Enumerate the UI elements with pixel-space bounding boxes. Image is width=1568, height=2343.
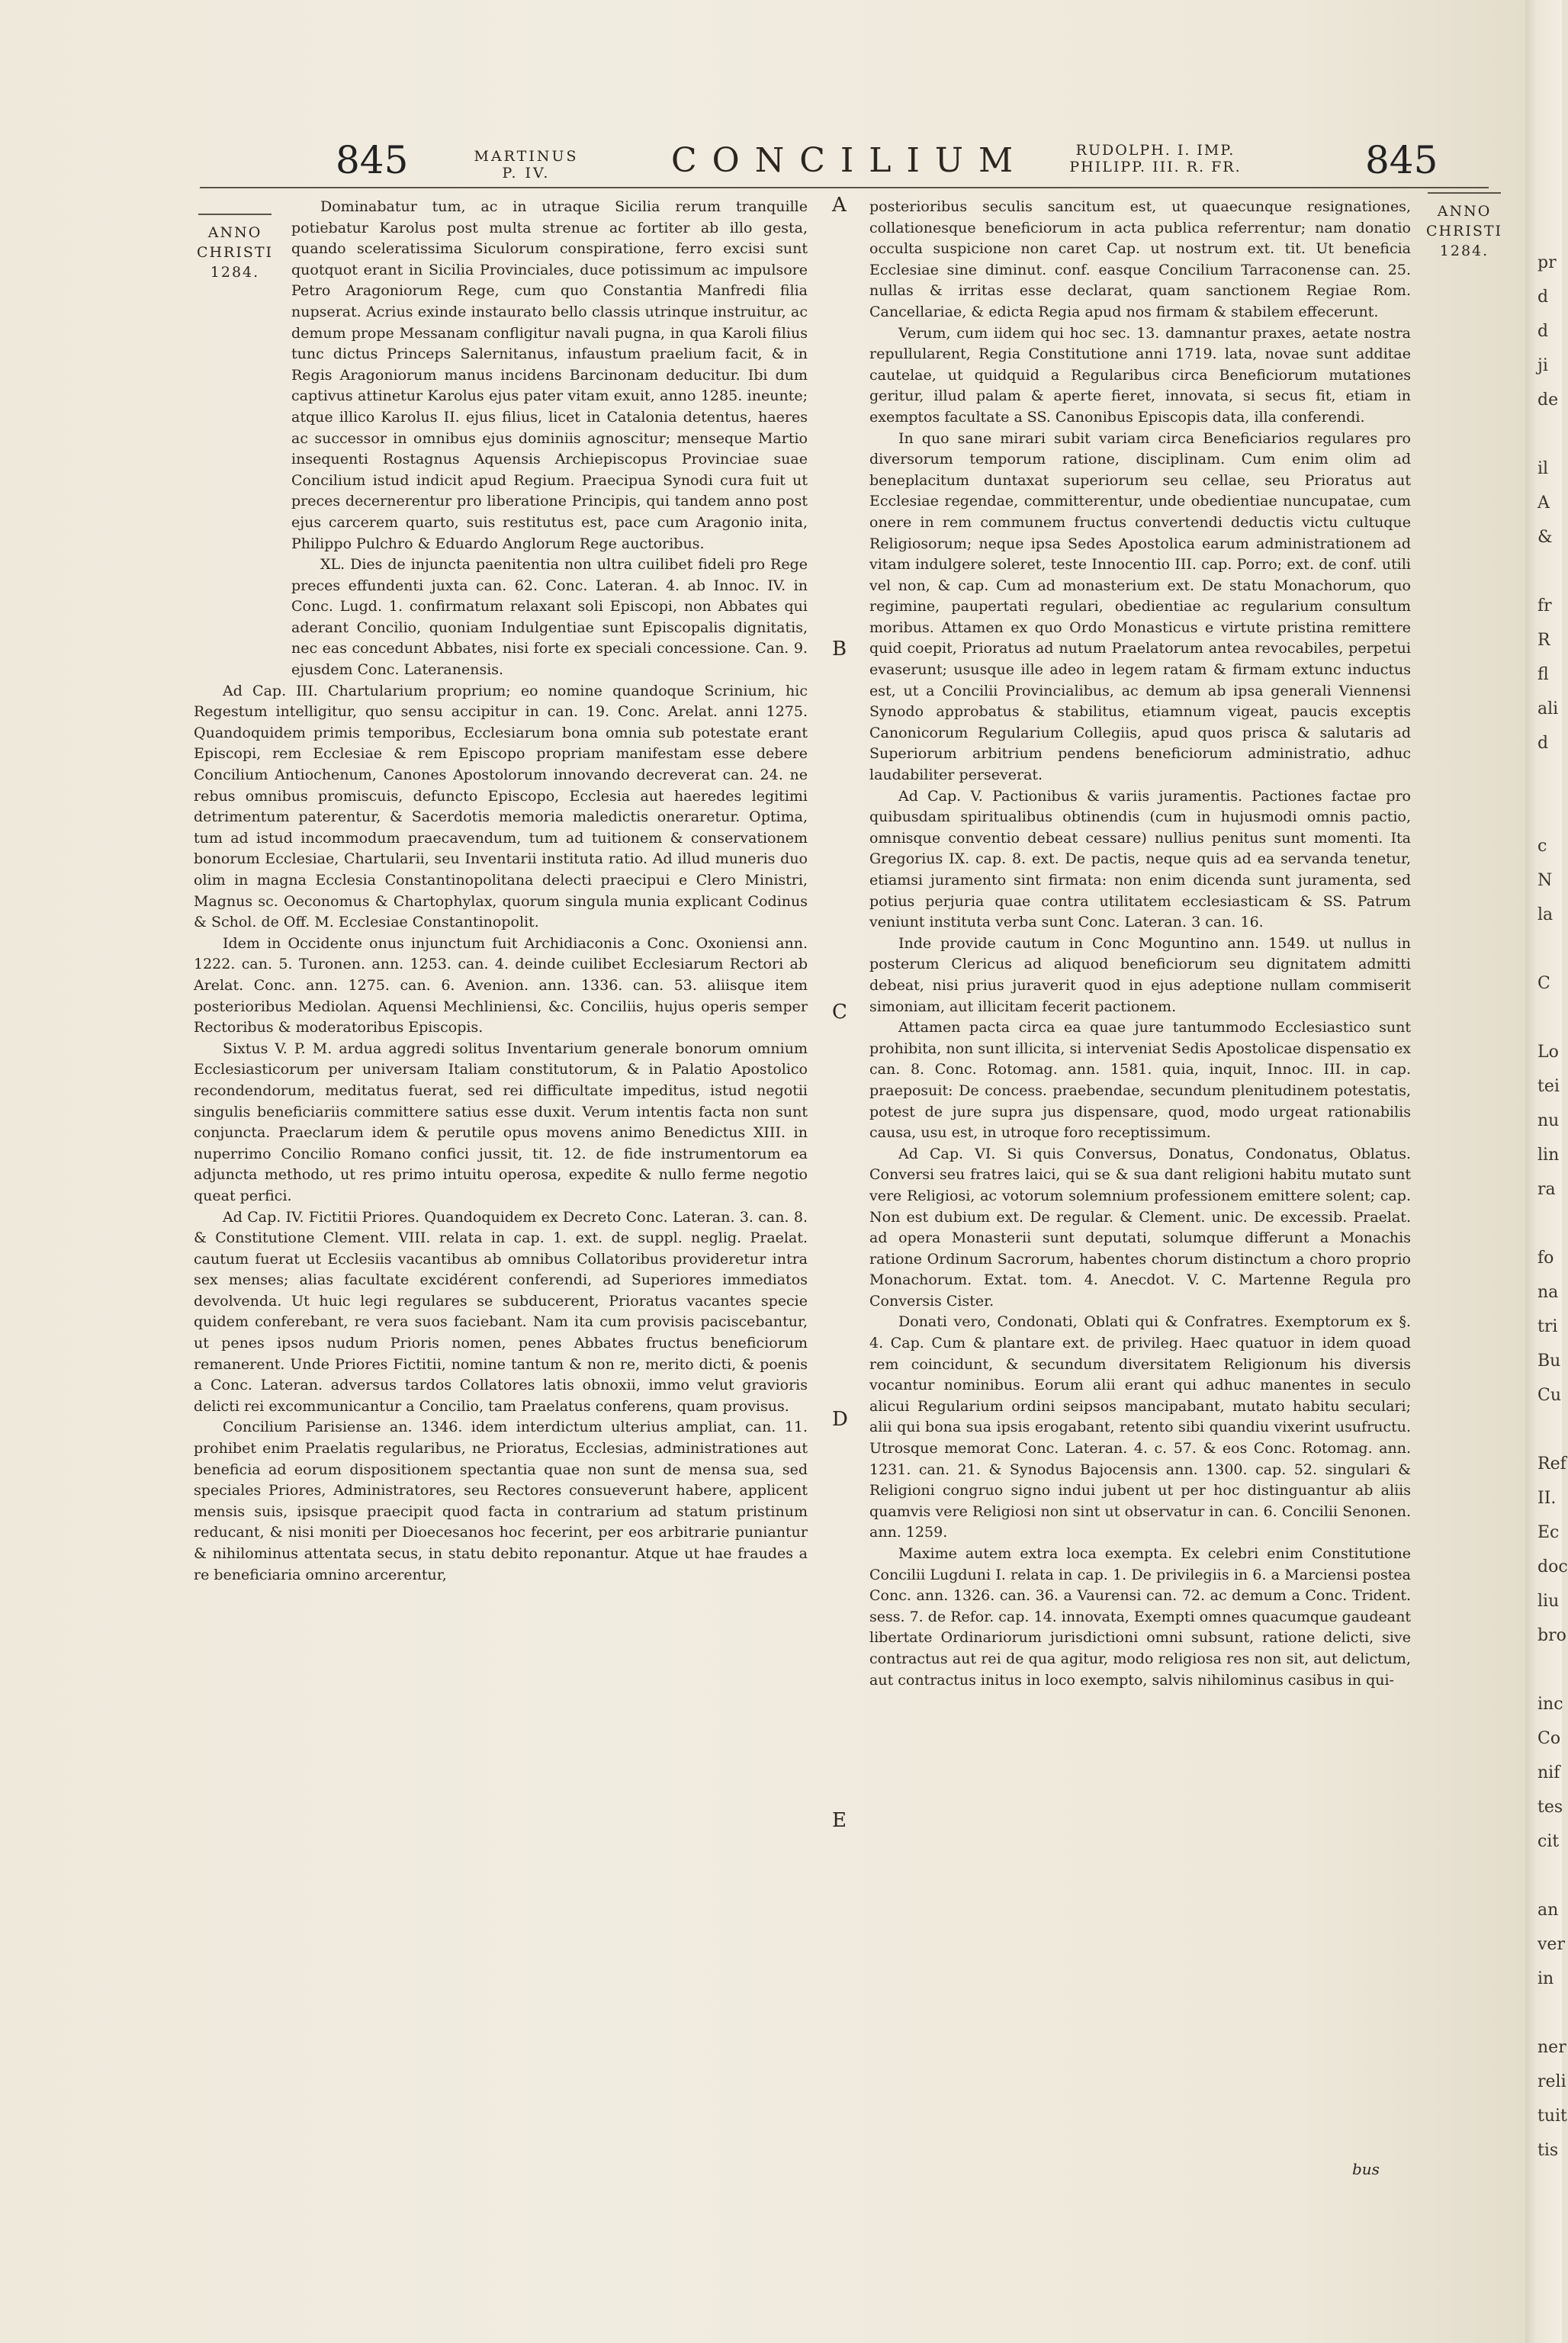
facing-page-fragment — [1537, 767, 1562, 789]
paragraph: Ad Cap. III. Chartularium proprium; eo nomine quandoque Scrinium, hic Regestum intelligitur, quo sensu accipitur in can. 19. Conc. Arelat. anni 1275. Quandoquidem primis temporibus, Ecclesiarum bona omnia sub potestate erant Episcopi, rem Ecclesiae & rem Episcopo propriam manifestam esse debere Concilium Antiochenum, Canones Apostolorum innovando decreverat can. 24. ne rebus omnibus promiscuis, defuncto Episcopo, Ecclesia aut haeredes legitimi detrimentum paterentur, & Sacerdotis memoria maledictis oneraretur. Optima, tum ad istud incommodum praecavendum, tum ad tuitionem & conservationem bonorum Ecclesiae, Chartularii, seu Inventarii instituta ratio. Ad illud muneris duo olim in magna Ecclesia Constantinopolitana delecti praecipui e Clero Ministri, Magnus sc. Oeconomus & Chartophylax, quorum singula munia explicant Codinus & Schol. de Off. M. Ecclesiae Constantinopolit. — [194, 682, 808, 931]
facing-page-fragment — [1537, 938, 1562, 961]
running-head-left — [458, 148, 595, 182]
facing-page-fragment: C — [1537, 974, 1550, 993]
facing-page-fragment: ner — [1537, 2038, 1566, 2057]
page-number-right: 845 — [1365, 138, 1438, 182]
running-head-right-line: RUDOLPH. I. IMP. — [1075, 142, 1235, 159]
page-number-left: 845 — [336, 138, 409, 182]
facing-page-fragment: Bu — [1537, 1351, 1561, 1371]
margin-note-line: 1284. — [210, 264, 260, 281]
margin-note-right — [1423, 192, 1505, 261]
facing-page-fragment — [1537, 1213, 1562, 1236]
facing-page-fragment: nif — [1537, 1763, 1560, 1782]
section-letter: E — [832, 1809, 847, 1832]
section-letter: D — [832, 1408, 848, 1431]
facing-page-fragment: il — [1537, 459, 1549, 478]
facing-page-fragment: d — [1537, 734, 1549, 753]
facing-page-fragment: tuit — [1537, 2107, 1567, 2126]
margin-rule — [1428, 192, 1501, 194]
facing-page-fragment: A — [1537, 493, 1550, 513]
paragraph: Attamen pacta circa ea quae jure tantummodo Ecclesiastico sunt prohibita, non sunt illicita, si interveniat Sedis Apostolicae dispensatio ex can. 8. Conc. Rotomag. ann. 1581. quia, inquit, Innoc. III. in cap. praeposuit: De concess. praebendae, secundum plenitudinem potestatis, potest de jure supra jus dispensare, quod, modo urgeat rationabilis causa, usu est, in utroque foro receptissimum. — [869, 1019, 1411, 1142]
header-rule — [200, 187, 1489, 188]
facing-page-fragment: tes — [1537, 1798, 1563, 1817]
facing-page-fragment: ali — [1537, 699, 1559, 718]
facing-page-fragment: cit — [1537, 1832, 1560, 1851]
facing-page-fragment: d — [1537, 288, 1549, 307]
text-column-right — [869, 197, 1411, 1691]
facing-page-fragment: R — [1537, 631, 1550, 650]
facing-page-fragment: tei — [1537, 1077, 1560, 1096]
paragraph: Verum, cum iidem qui hoc sec. 13. damnantur praxes, aetate nostra repullularent, Regia Constitutione anni 1719. lata, novae sunt additae cautelae, ut quidquid a Regularibus circa Beneficiorum mutationes geritur, illud palam & aperte fieret, innovata, si secus fit, etiam in exemptos facultate a SS. Canonibus Episcopis data, illa conferendi. — [869, 324, 1411, 426]
facing-page-fragment: tri — [1537, 1317, 1558, 1336]
paragraph: Ad Cap. IV. Fictitii Priores. Quandoquidem ex Decreto Conc. Lateran. 3. can. 8. & Constitutione Clement. VIII. relata in cap. 1. ext. de suppl. neglig. Praelat. cautum fuerat ut Ecclesiis vacantibus ab omnibus Collatoribus provideretur intra sex menses; alias facultate excidérent conferendi, ad Superiores immediatos devolvenda. Ut huic legi regulares se subducerent, Prioratus vacantes specie quidem conferebant, re vera suos faciebant. Nam ita cum provisis paciscebantur, ut penes ipsos nudum Prioris nomen, penes Abbates fructus beneficiorum remanerent. Unde Priores Fictitii, nomine tantum & non re, merito dicti, & poenis a Conc. Lateran. adversus tardos Collatores latis obnoxii, immo velut gravioris delicti rei excommunicantur a Concilio, tam Praelatus conferens, quam provisus. — [194, 1208, 808, 1415]
facing-page-fragment: II. — [1537, 1489, 1557, 1508]
margin-note-line: 1284. — [1439, 243, 1489, 259]
facing-page-fragment: bro — [1537, 1626, 1566, 1645]
facing-page-fragment: Cu — [1537, 1386, 1562, 1405]
facing-page-fragment: an — [1537, 1901, 1559, 1920]
facing-page-fragment: Ref — [1537, 1454, 1566, 1474]
paragraph: Ad Cap. VI. Si quis Conversus, Donatus, Condonatus, Oblatus. Conversi seu fratres laici, qui se & sua dant religioni habitu mutato sunt vere Religiosi, ac votorum solemnium professionem emittere solent; cap. Non est dubium ext. De regular. & Clement. unic. De excessib. Praelat. ad opera Monasterii sunt deputati, solumque differunt a Monachis ratione Ordinum Sacrorum, habentes chorum distinctum a choro proprio Monachorum. Extat. tom. 4. Anecdot. V. C. Martenne Regula pro Conversis Cister. — [869, 1145, 1411, 1310]
paragraph: Dominabatur tum, ac in utraque Sicilia rerum tranquille potiebatur Karolus post multa strenue ac fortiter ab illo gesta, quando sceleratissima Siculorum conspiratione, ferro excisi sunt quotquot erant in Sicilia Provinciales, duce potissimum ac impulsore Petro Aragoniorum Rege, cum quo Constantia Manfredi filia nupserat. Acrius exinde instaurato bello classis utrinque instruitur, ac demum prope Messanam confligitur navali pugna, in qua Karoli filius tunc dictus Princeps Salernitanus, infaustum praelium facit, & in Regis Aragoniorum manus incidens Barcinonam deducitur. Ibi dum captivus attinetur Karolus ejus pater vitam exuit, anno 1285. ineunte; atque illico Karolus II. ejus filius, licet in Catalonia detentus, haeres ac successor in omnibus ejus dominiis agnoscitur; menseque Martio insequenti Rostagnus Aquensis Archiepiscopus Provinciae suae Concilium istud indicit apud Regium. Praecipua Synodi cura fuit ut preces decernerentur pro liberatione Principis, qui tandem anno post ejus carcerem quarto, suis restitutus est, pace cum Aragonio inita, Philippo Pulchro & Eduardo Anglorum Rege auctoribus. — [291, 198, 808, 552]
facing-page-fragment: Co — [1537, 1729, 1561, 1748]
paragraph: In quo sane mirari subit variam circa Beneficiarios regulares pro diversorum temporum ratione, disciplinam. Cum enim olim ad beneplacitum duntaxat superiorum seu cellae, seu Prioratus aut Ecclesiae regendae, committerentur, unde obedientiae nuncupatae, cum onere in rem communem fructus convertendi deductis victu cultuque Religiosorum; neque ipsa Sedes Apostolica earum administrationem ad vitam indulgere soleret, teste Innocentio III. cap. Porro; ext. de conf. utili vel non, & cap. Cum ad monasterium ext. De statu Monachorum, quo regimine, paupertati regulari, obedientiae ac regularium consultum moribus. Attamen ex quo Ordo Monasticus e virtute pristina remittere quid coepit, Prioratus ad nutum Praelatorum antea revocabiles, perpetui evaserunt; ususque ille adeo in legem ratam & firmam extunc inductus est, ut a Concilii Provincialibus, ac demum ab ipsa generali Viennensi Synodo approbatus & stabilitus, etiamnum vigeat, paucis exceptis Canonicorum Regularium Collegiis, apud quos prisca & salutaris ad Superiorum arbitrium pendens beneficiorum administratio, adhuc laudabiliter perseverat. — [869, 429, 1411, 784]
facing-page-edge — [1525, 0, 1568, 2343]
facing-page-fragment: doc — [1537, 1557, 1568, 1576]
facing-page-fragment — [1537, 1419, 1562, 1441]
paragraph: Maxime autem extra loca exempta. Ex celebri enim Constitutione Concilii Lugduni I. relata in cap. 1. De privilegiis in 6. a Marciensi postea Conc. ann. 1326. can. 36. a Vaurensi can. 72. ac demum a Conc. Trident. sess. 7. de Refor. cap. 14. innovata, Exempti omnes quacumque gaudeant libertate Ordinariorum jurisdictioni omni subsunt, ratione delicti, sive contractus aut rei de qua agitur, modo religiosa res non sit, aut delictum, aut contractus initus in loco exempto, salvis nihilominus casibus in qui- — [869, 1545, 1411, 1689]
page-title: CONCILIUM — [671, 141, 1029, 180]
section-letter: B — [832, 638, 847, 660]
facing-page-fragment — [1537, 1659, 1562, 1682]
margin-note-line: CHRISTI — [1425, 223, 1503, 239]
facing-page-fragment: N — [1537, 871, 1553, 890]
margin-note-line: ANNO — [1437, 203, 1492, 220]
facing-page-fragment: pr — [1537, 253, 1557, 272]
facing-page-fragment — [1537, 561, 1562, 583]
text-column-left — [194, 197, 808, 1586]
facing-page-fragment: tis — [1537, 2141, 1559, 2160]
facing-page-fragment: fr — [1537, 596, 1552, 615]
facing-page-fragment — [1537, 1865, 1562, 1888]
margin-note-line: ANNO — [207, 224, 262, 241]
paragraph: Ad Cap. V. Pactionibus & variis juramentis. Pactiones factae pro quibusdam spiritualibus obtinendis (cum in hujusmodi omnis pactio, omnisque conventio debeat cessare) nullius penitus sunt momenti. Ita Gregorius IX. cap. 8. ext. De pactis, neque quis ad ea servanda tenetur, etiamsi juramento sint firmata: non enim dicenda sunt juramenta, sed potius perjuria quae contra utilitatem ecclesiasticam & SS. Patrum veniunt instituta verba sunt Conc. Lateran. 3 can. 16. — [869, 787, 1411, 931]
facing-page-fragment: & — [1537, 528, 1553, 547]
facing-page-fragment: na — [1537, 1283, 1559, 1302]
facing-page-fragment: lin — [1537, 1146, 1560, 1165]
facing-page-fragment: reli — [1537, 2072, 1566, 2091]
section-letter: A — [832, 194, 847, 217]
paragraph: Inde provide cautum in Conc Moguntino ann. 1549. ut nullus in posterum Clericus ad aliquod beneficiorum seu dignitatem admitti debeat, nisi prius juraverit quod in ejus adeptione nullam commiserit simoniam, aut illicitam fecerit pactionem. — [869, 934, 1411, 1015]
paragraph: Sixtus V. P. M. ardua aggredi solitus Inventarium generale bonorum omnium Ecclesiasticorum per universam Italiam constitutorum, & in Palatio Apostolico recondendorum, meditatus fuerat, sed rei difficultate impeditus, istud negotii singulis beneficiariis committere satius esse duxit. Verum intentis facta non sunt conjuncta. Praeclarum idem & perutile opus movens animo Benedictus XIII. in nuperrimo Concilio Romano confici jussit, tit. 12. de fide instrumentorum ea adjuncta methodo, ut res primo intuitu operosa, expedite & nullo ferme negotio queat perfici. — [194, 1040, 808, 1204]
facing-page-fragment: in — [1537, 1969, 1554, 1988]
facing-page-fragment: ver — [1537, 1935, 1565, 1954]
running-head-right-line: PHILIPP. III. R. FR. — [1069, 159, 1242, 175]
paragraph: Idem in Occidente onus injunctum fuit Archidiaconis a Conc. Oxoniensi ann. 1222. can. 5. Turonen. ann. 1253. can. 4. deinde cuilibet Ecclesiarum Rectori ab Arelat. Conc. ann. 1275. can. 6. Avenion. ann. 1336. can. 53. aliisque item posterioribus Mediolan. Aquensi Mechliniensi, &c. Conciliis, hujus operis semper Rectoribus & moderatoribus Episcopis. — [194, 934, 808, 1037]
paragraph: Donati vero, Condonati, Oblati qui & Confratres. Exemptorum ex §. 4. Cap. Cum & plantare ext. de privileg. Haec quatuor in idem quoad rem coincidunt, & secundum diversitatem Religionum his diversis vocantur nominibus. Eorum alii erant qui adhuc manentes in seculo alicui Regularium ordini seipsos mancipabant, mutato habitu seculari; alii qui bona sua ipsis erogabant, retento sibi quandiu vixerint usufructu. Utrosque memorat Conc. Lateran. 4. c. 57. & eos Conc. Rotomag. ann. 1231. can. 21. & Synodus Bajocensis ann. 1300. cap. 52. singulari & Religioni congruo signo indui jubent ut per hoc distinguantur ab aliis quamvis vere Religiosi non sint ut observatur in can. 6. Concilii Senonen. ann. 1259. — [869, 1313, 1411, 1541]
paragraph: posterioribus seculis sancitum est, ut quaecunque resignationes, collationesque beneficiorum in acta publica referrentur; nam donatio occulta suspicione non caret Cap. ut nostrum ext. tit. Ut beneficia Ecclesiae sine diminut. conf. easque Concilium Tarraconense can. 25. nullas & irritas esse declarat, quam sanctionem Regiae Rom. Cancellariae, & edicta Regia apud nos firmam & stabilem effecerunt. — [869, 198, 1411, 320]
facing-page-fragment: Ec — [1537, 1523, 1560, 1542]
facing-page-fragment: ra — [1537, 1180, 1556, 1199]
paragraph: XL. Dies de injuncta paenitentia non ultra cuilibet fideli pro Rege preces effundenti juxta can. 62. Conc. Lateran. 4. ab Innoc. IV. in Conc. Lugd. 1. confirmatum relaxant soli Episcopi, non Abbates qui aderant Concilio, quoniam Indulgentiae sunt Episcopalis dignitatis, nec eas concedunt Abbates, nisi forte ex speciali concessione. Can. 9. ejusdem Conc. Lateranensis. — [291, 556, 808, 679]
facing-page-fragment: Lo — [1537, 1043, 1559, 1062]
facing-page-fragment: d — [1537, 322, 1549, 341]
running-head-left-line: P. IV. — [502, 165, 551, 182]
running-head-left-line: MARTINUS — [474, 148, 579, 165]
facing-page-fragment: ji — [1537, 356, 1548, 375]
paragraph: Concilium Parisiense an. 1346. idem interdictum ulterius ampliat, can. 11. prohibet enim Praelatis regularibus, ne Prioratus, Ecclesias, administrationes aut beneficia ad eorum dispositionem spectantia quae non sunt de mensa sua, sed speciales Priores, Administratores, seu Rectores consueverunt habere, applicent mensis suis, ipsisque praecipit quod facta in contrarium ad statum pristinum reducant, & nisi moniti per Dioecesanos hoc fecerint, per eos arbitrarie puniantur & nihilominus attentata secus, in statu debito reponantur. Atque ut hae fraudes a re beneficiaria omnino arcerentur, — [194, 1419, 808, 1583]
facing-page-fragment: c — [1537, 837, 1547, 856]
section-letter: C — [832, 1001, 847, 1024]
facing-page-fragment: fo — [1537, 1249, 1554, 1268]
facing-page-fragment: fl — [1537, 665, 1549, 684]
running-head-right — [1056, 142, 1255, 175]
facing-page-fragment: inc — [1537, 1695, 1563, 1714]
facing-page-fragment: de — [1537, 390, 1559, 410]
facing-page-fragment: liu — [1537, 1592, 1560, 1611]
facing-page-fragment — [1537, 1007, 1562, 1030]
facing-page-fragment — [1537, 801, 1562, 824]
facing-page-fragment: la — [1537, 905, 1554, 924]
facing-page-fragment — [1537, 423, 1562, 446]
margin-note-line: CHRISTI — [196, 244, 274, 261]
catchword: bus — [1352, 2160, 1380, 2178]
facing-page-fragment — [1537, 2002, 1562, 2025]
facing-page-fragment: nu — [1537, 1111, 1560, 1130]
